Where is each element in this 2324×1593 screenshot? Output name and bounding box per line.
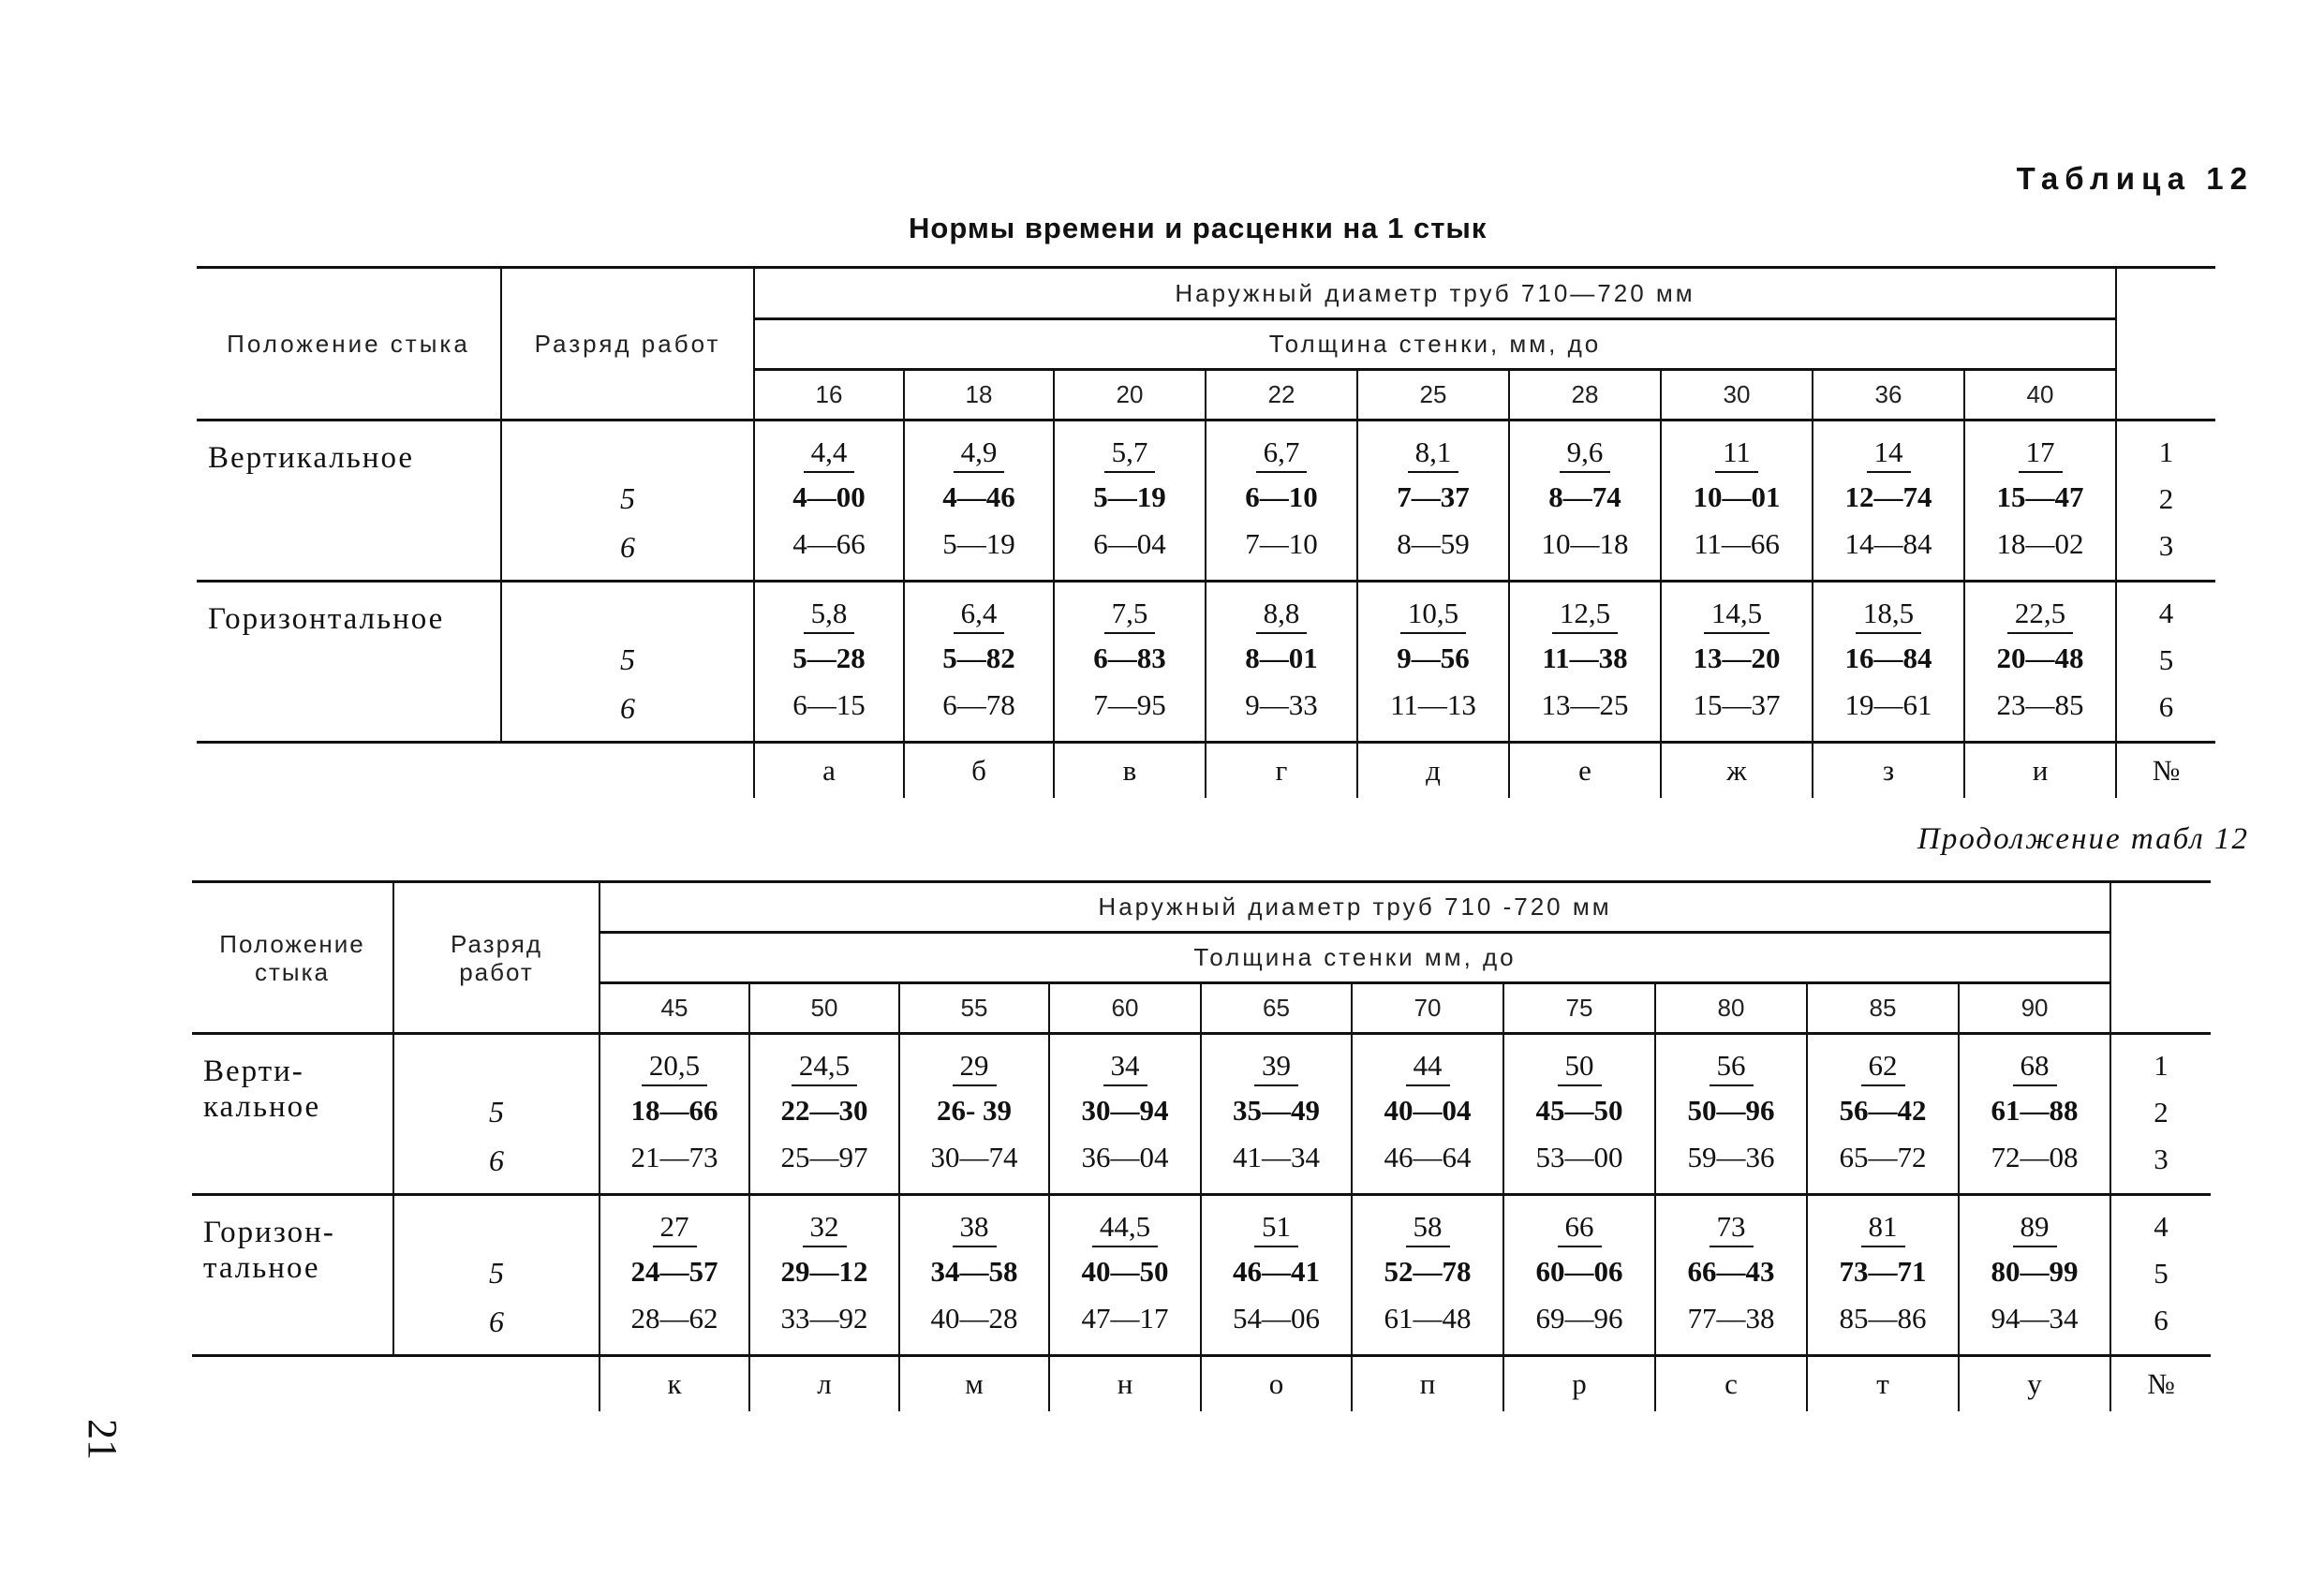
value-cell <box>1813 582 1964 743</box>
norm-time-value: 50 <box>1558 1047 1602 1086</box>
price-grade-5: 4—00 <box>792 480 866 513</box>
value-cell <box>749 1195 899 1356</box>
thickness-value: 40 <box>1964 370 2116 420</box>
row-position: Вертикальное <box>197 420 501 582</box>
norm-time-value: 44 <box>1406 1047 1450 1086</box>
norm-time-value: 12,5 <box>1552 595 1618 634</box>
row-number: 5 <box>2158 643 2174 676</box>
value-cell <box>1357 582 1509 743</box>
norm-time <box>1202 1044 1351 1087</box>
price-grade-6: 19—61 <box>1844 688 1932 721</box>
column-letter: а <box>754 743 904 799</box>
norm-time <box>900 1205 1048 1248</box>
price-grade-6: 69—96 <box>1535 1302 1623 1335</box>
thickness-value: 18 <box>904 370 1054 420</box>
header-empty <box>2116 268 2215 420</box>
price-grade-6: 11—13 <box>1390 688 1476 721</box>
row-number: 6 <box>2158 690 2174 723</box>
price-grade-6: 47—17 <box>1081 1302 1169 1335</box>
row-numbers <box>2110 1195 2211 1356</box>
table-label: Таблица 12 <box>2016 161 2254 196</box>
norm-time <box>1813 431 1963 474</box>
grade-value: 6 <box>620 530 635 564</box>
value-cell <box>1054 420 1206 582</box>
norm-time <box>1510 592 1660 635</box>
number-sign: № <box>2116 743 2215 799</box>
value-cell <box>600 1195 749 1356</box>
price-grade-5: 11—38 <box>1542 642 1628 674</box>
norm-time-value: 5,7 <box>1104 434 1156 473</box>
norm-time <box>1206 592 1356 635</box>
norm-time <box>1504 1044 1654 1087</box>
price-grade-5: 20—48 <box>1996 642 2084 674</box>
norm-time-value: 18,5 <box>1856 595 1921 634</box>
value-cell <box>1201 1195 1352 1356</box>
letters-spacer <box>197 743 501 799</box>
thickness-value: 85 <box>1807 983 1959 1034</box>
row-numbers <box>2116 582 2215 743</box>
value-cell <box>600 1034 749 1195</box>
norm-time-value: 62 <box>1861 1047 1905 1086</box>
value-cell <box>1503 1034 1655 1195</box>
thickness-value: 75 <box>1503 983 1655 1034</box>
price-grade-5: 56—42 <box>1839 1094 1927 1127</box>
row-number: 5 <box>2154 1257 2169 1290</box>
thickness-value: 30 <box>1661 370 1813 420</box>
page-number: 21 <box>80 1419 126 1460</box>
norm-time <box>750 1044 898 1087</box>
value-cell <box>1661 582 1813 743</box>
header-thickness: Толщина стенки, мм, до <box>754 319 2116 370</box>
price-grade-5: 61—88 <box>1991 1094 2079 1127</box>
value-cell <box>1049 1195 1201 1356</box>
price-grade-6: 41—34 <box>1233 1141 1320 1173</box>
column-letter: п <box>1352 1356 1503 1412</box>
row-number: 3 <box>2158 529 2174 562</box>
price-grade-6: 10—18 <box>1541 527 1629 560</box>
value-cell <box>899 1195 1049 1356</box>
value-cell <box>1357 420 1509 582</box>
price-grade-6: 33—92 <box>780 1302 868 1335</box>
row-grades <box>501 582 754 743</box>
norm-time-value: 22,5 <box>2007 595 2073 634</box>
price-grade-6: 61—48 <box>1384 1302 1472 1335</box>
price-grade-6: 77—38 <box>1687 1302 1775 1335</box>
row-number: 4 <box>2158 597 2174 629</box>
price-grade-6: 4—66 <box>792 527 866 560</box>
value-cell <box>749 1034 899 1195</box>
price-grade-6: 13—25 <box>1541 688 1629 721</box>
table-title: Нормы времени и расценки на 1 стык <box>909 212 1488 244</box>
price-grade-6: 28—62 <box>630 1302 718 1335</box>
column-letter: и <box>1964 743 2116 799</box>
header-position: Положение стыка <box>197 268 501 420</box>
value-cell <box>1807 1195 1959 1356</box>
norm-time-value: 27 <box>653 1208 697 1247</box>
thickness-value: 22 <box>1206 370 1357 420</box>
price-grade-6: 14—84 <box>1844 527 1932 560</box>
header-diameter: Наружный диаметр труб 710—720 мм <box>754 268 2116 319</box>
price-grade-6: 36—04 <box>1081 1141 1169 1173</box>
grade-value: 6 <box>489 1143 504 1177</box>
column-letter: ж <box>1661 743 1813 799</box>
column-letter: е <box>1509 743 1661 799</box>
value-cell <box>1655 1195 1807 1356</box>
norm-time <box>1353 1205 1502 1248</box>
norm-time <box>755 592 903 635</box>
row-numbers <box>2110 1034 2211 1195</box>
value-cell <box>1813 420 1964 582</box>
norm-time-value: 5,8 <box>804 595 855 634</box>
header-diameter: Наружный диаметр труб 710 -720 мм <box>600 882 2110 933</box>
price-grade-6: 21—73 <box>630 1141 718 1173</box>
row-number: 1 <box>2154 1049 2169 1082</box>
column-letter: с <box>1655 1356 1807 1412</box>
price-grade-5: 24—57 <box>630 1255 718 1288</box>
value-cell <box>1049 1034 1201 1195</box>
letters-spacer <box>393 1356 600 1412</box>
value-cell <box>1509 582 1661 743</box>
column-letter: о <box>1201 1356 1352 1412</box>
price-grade-6: 40—28 <box>930 1302 1018 1335</box>
value-cell <box>1206 582 1357 743</box>
norm-time-value: 44,5 <box>1092 1208 1158 1247</box>
norm-time <box>1353 1044 1502 1087</box>
price-grade-5: 30—94 <box>1081 1094 1169 1127</box>
price-grade-5: 5—28 <box>792 642 866 674</box>
norm-time-value: 58 <box>1406 1208 1450 1247</box>
norm-time <box>1050 1044 1200 1087</box>
column-letter: у <box>1959 1356 2110 1412</box>
price-grade-5: 52—78 <box>1384 1255 1472 1288</box>
value-cell <box>754 582 904 743</box>
value-cell <box>1964 420 2116 582</box>
value-cell <box>1509 420 1661 582</box>
thickness-value: 45 <box>600 983 749 1034</box>
value-cell <box>1352 1034 1503 1195</box>
grade-spacer <box>502 421 753 474</box>
norm-time <box>1504 1205 1654 1248</box>
row-number: 3 <box>2154 1143 2169 1175</box>
norm-time <box>1965 592 2115 635</box>
norm-time <box>1808 1205 1958 1248</box>
price-grade-6: 6—78 <box>942 688 1015 721</box>
norm-time-value: 14,5 <box>1704 595 1769 634</box>
value-cell <box>1959 1195 2110 1356</box>
norm-time-value: 66 <box>1558 1208 1602 1247</box>
price-grade-5: 60—06 <box>1535 1255 1623 1288</box>
norm-time <box>1813 592 1963 635</box>
column-letter: н <box>1049 1356 1201 1412</box>
value-cell <box>1661 420 1813 582</box>
price-grade-5: 80—99 <box>1991 1255 2079 1288</box>
price-grade-5: 4—46 <box>942 480 1015 513</box>
thickness-value: 70 <box>1352 983 1503 1034</box>
value-cell <box>1964 582 2116 743</box>
grade-value: 5 <box>489 1095 504 1128</box>
norm-time-value: 51 <box>1254 1208 1298 1247</box>
norm-time-value: 24,5 <box>792 1047 857 1086</box>
continuation-caption: Продолжение табл 12 <box>1917 822 2249 856</box>
price-grade-6: 5—19 <box>942 527 1015 560</box>
price-grade-6: 23—85 <box>1996 688 2084 721</box>
norm-time-value: 39 <box>1254 1047 1298 1086</box>
norm-time <box>1358 592 1508 635</box>
norm-time <box>750 1205 898 1248</box>
price-grade-5: 9—56 <box>1397 642 1470 674</box>
norm-time-value: 89 <box>2013 1208 2057 1247</box>
value-cell <box>1054 582 1206 743</box>
price-grade-5: 6—83 <box>1093 642 1166 674</box>
norm-time-value: 8,8 <box>1256 595 1308 634</box>
row-number: 1 <box>2158 435 2174 468</box>
thickness-value: 28 <box>1509 370 1661 420</box>
norm-time-value: 68 <box>2013 1047 2057 1086</box>
price-grade-6: 54—06 <box>1233 1302 1320 1335</box>
value-cell <box>1201 1034 1352 1195</box>
price-grade-6: 7—95 <box>1093 688 1166 721</box>
norm-time <box>1662 431 1812 474</box>
norm-time-value: 8,1 <box>1408 434 1459 473</box>
price-grade-5: 34—58 <box>930 1255 1018 1288</box>
norm-time <box>905 592 1053 635</box>
norm-time <box>1965 431 2115 474</box>
thickness-value: 16 <box>754 370 904 420</box>
price-grade-5: 5—82 <box>942 642 1015 674</box>
price-grade-5: 16—84 <box>1844 642 1932 674</box>
row-number: 2 <box>2158 482 2174 515</box>
price-grade-5: 6—10 <box>1245 480 1318 513</box>
norm-time-value: 7,5 <box>1104 595 1156 634</box>
thickness-value: 55 <box>899 983 1049 1034</box>
price-grade-5: 18—66 <box>630 1094 718 1127</box>
price-grade-5: 10—01 <box>1693 480 1781 513</box>
norm-time-value: 20,5 <box>642 1047 707 1086</box>
thickness-value: 20 <box>1054 370 1206 420</box>
row-position: Горизон-тальное <box>192 1195 393 1356</box>
price-grade-5: 29—12 <box>780 1255 868 1288</box>
column-letter: р <box>1503 1356 1655 1412</box>
norm-time <box>1202 1205 1351 1248</box>
norm-time-value: 6,4 <box>954 595 1005 634</box>
norm-time <box>755 431 903 474</box>
norm-time <box>600 1205 748 1248</box>
grade-spacer <box>394 1035 599 1087</box>
row-grades <box>393 1195 600 1356</box>
norm-time <box>1960 1205 2109 1248</box>
price-grade-6: 8—59 <box>1397 527 1470 560</box>
price-grade-6: 6—04 <box>1093 527 1166 560</box>
grade-value: 5 <box>489 1256 504 1290</box>
norms-table-continued <box>192 880 2211 1411</box>
norm-time <box>1662 592 1812 635</box>
norm-time <box>1808 1044 1958 1087</box>
column-letter: з <box>1813 743 1964 799</box>
price-grade-5: 22—30 <box>780 1094 868 1127</box>
letters-spacer <box>192 1356 393 1412</box>
letters-spacer <box>501 743 754 799</box>
value-cell <box>1807 1034 1959 1195</box>
price-grade-6: 7—10 <box>1245 527 1318 560</box>
norm-time <box>1510 431 1660 474</box>
value-cell <box>899 1034 1049 1195</box>
price-grade-6: 65—72 <box>1839 1141 1927 1173</box>
price-grade-5: 73—71 <box>1839 1255 1927 1288</box>
value-cell <box>1655 1034 1807 1195</box>
norm-time-value: 32 <box>803 1208 847 1247</box>
norm-time-value: 14 <box>1867 434 1911 473</box>
price-grade-6: 46—64 <box>1384 1141 1472 1173</box>
grade-spacer <box>502 583 753 635</box>
price-grade-6: 59—36 <box>1687 1141 1775 1173</box>
grade-value: 6 <box>620 691 635 725</box>
price-grade-6: 9—33 <box>1245 688 1318 721</box>
column-letter: м <box>899 1356 1049 1412</box>
row-position: Горизонтальное <box>197 582 501 743</box>
column-letter: т <box>1807 1356 1959 1412</box>
column-letter: г <box>1206 743 1357 799</box>
header-empty <box>2110 882 2211 1034</box>
thickness-value: 65 <box>1201 983 1352 1034</box>
row-number: 4 <box>2154 1210 2169 1243</box>
grade-spacer <box>394 1196 599 1248</box>
price-grade-5: 35—49 <box>1233 1094 1320 1127</box>
price-grade-5: 8—74 <box>1548 480 1621 513</box>
norm-time <box>1358 431 1508 474</box>
norm-time-value: 11 <box>1715 434 1758 473</box>
norm-time-value: 73 <box>1710 1208 1754 1247</box>
header-thickness: Толщина стенки мм, до <box>600 933 2110 983</box>
price-grade-5: 15—47 <box>1996 480 2084 513</box>
price-grade-6: 6—15 <box>792 688 866 721</box>
thickness-value: 60 <box>1049 983 1201 1034</box>
column-letter: к <box>600 1356 749 1412</box>
norm-time-value: 4,9 <box>954 434 1005 473</box>
grade-value: 5 <box>620 481 635 515</box>
value-cell <box>1959 1034 2110 1195</box>
norm-time <box>1050 1205 1200 1248</box>
row-number: 6 <box>2154 1304 2169 1336</box>
price-grade-6: 25—97 <box>780 1141 868 1173</box>
price-grade-5: 13—20 <box>1693 642 1781 674</box>
header-grade: Разряд работ <box>393 882 600 1034</box>
price-grade-5: 66—43 <box>1687 1255 1775 1288</box>
norms-table <box>197 266 2215 798</box>
norm-time-value: 17 <box>2019 434 2063 473</box>
grade-value: 6 <box>489 1305 504 1338</box>
price-grade-5: 50—96 <box>1687 1094 1775 1127</box>
grade-value: 5 <box>620 642 635 676</box>
norm-time-value: 81 <box>1861 1208 1905 1247</box>
value-cell <box>904 582 1054 743</box>
norm-time-value: 38 <box>953 1208 997 1247</box>
norm-time <box>1656 1205 1806 1248</box>
norm-time <box>1206 431 1356 474</box>
row-number: 2 <box>2154 1096 2169 1128</box>
price-grade-5: 7—37 <box>1397 480 1470 513</box>
price-grade-5: 5—19 <box>1093 480 1166 513</box>
thickness-value: 80 <box>1655 983 1807 1034</box>
norm-time <box>900 1044 1048 1087</box>
price-grade-6: 53—00 <box>1535 1141 1623 1173</box>
value-cell <box>754 420 904 582</box>
value-cell <box>1503 1195 1655 1356</box>
norm-time-value: 10,5 <box>1400 595 1466 634</box>
row-grades <box>393 1034 600 1195</box>
value-cell <box>1206 420 1357 582</box>
norm-time <box>905 431 1053 474</box>
column-letter: л <box>749 1356 899 1412</box>
value-cell <box>1352 1195 1503 1356</box>
norm-time-value: 4,4 <box>804 434 855 473</box>
price-grade-6: 15—37 <box>1693 688 1781 721</box>
norm-time <box>1960 1044 2109 1087</box>
header-position: Положение стыка <box>192 882 393 1034</box>
thickness-value: 36 <box>1813 370 1964 420</box>
norm-time <box>1055 431 1205 474</box>
value-cell <box>904 420 1054 582</box>
thickness-value: 90 <box>1959 983 2110 1034</box>
price-grade-5: 8—01 <box>1245 642 1318 674</box>
price-grade-5: 26- 39 <box>936 1094 1013 1127</box>
norm-time-value: 29 <box>953 1047 997 1086</box>
norm-time <box>1055 592 1205 635</box>
row-numbers <box>2116 420 2215 582</box>
price-grade-5: 46—41 <box>1233 1255 1320 1288</box>
norm-time-value: 56 <box>1710 1047 1754 1086</box>
norm-time <box>600 1044 748 1087</box>
row-position: Верти-кальное <box>192 1034 393 1195</box>
price-grade-6: 30—74 <box>930 1141 1018 1173</box>
price-grade-5: 40—04 <box>1384 1094 1472 1127</box>
price-grade-5: 45—50 <box>1535 1094 1623 1127</box>
price-grade-5: 40—50 <box>1081 1255 1169 1288</box>
number-sign: № <box>2110 1356 2211 1412</box>
column-letter: в <box>1054 743 1206 799</box>
price-grade-5: 12—74 <box>1844 480 1932 513</box>
column-letter: д <box>1357 743 1509 799</box>
norm-time <box>1656 1044 1806 1087</box>
price-grade-6: 72—08 <box>1991 1141 2079 1173</box>
norm-time-value: 9,6 <box>1560 434 1611 473</box>
norm-time-value: 6,7 <box>1256 434 1308 473</box>
row-grades <box>501 420 754 582</box>
norm-time-value: 34 <box>1103 1047 1147 1086</box>
column-letter: б <box>904 743 1054 799</box>
price-grade-6: 85—86 <box>1839 1302 1927 1335</box>
header-grade: Разряд работ <box>501 268 754 420</box>
thickness-value: 50 <box>749 983 899 1034</box>
price-grade-6: 94—34 <box>1991 1302 2079 1335</box>
price-grade-6: 18—02 <box>1996 527 2084 560</box>
price-grade-6: 11—66 <box>1694 527 1780 560</box>
thickness-value: 25 <box>1357 370 1509 420</box>
